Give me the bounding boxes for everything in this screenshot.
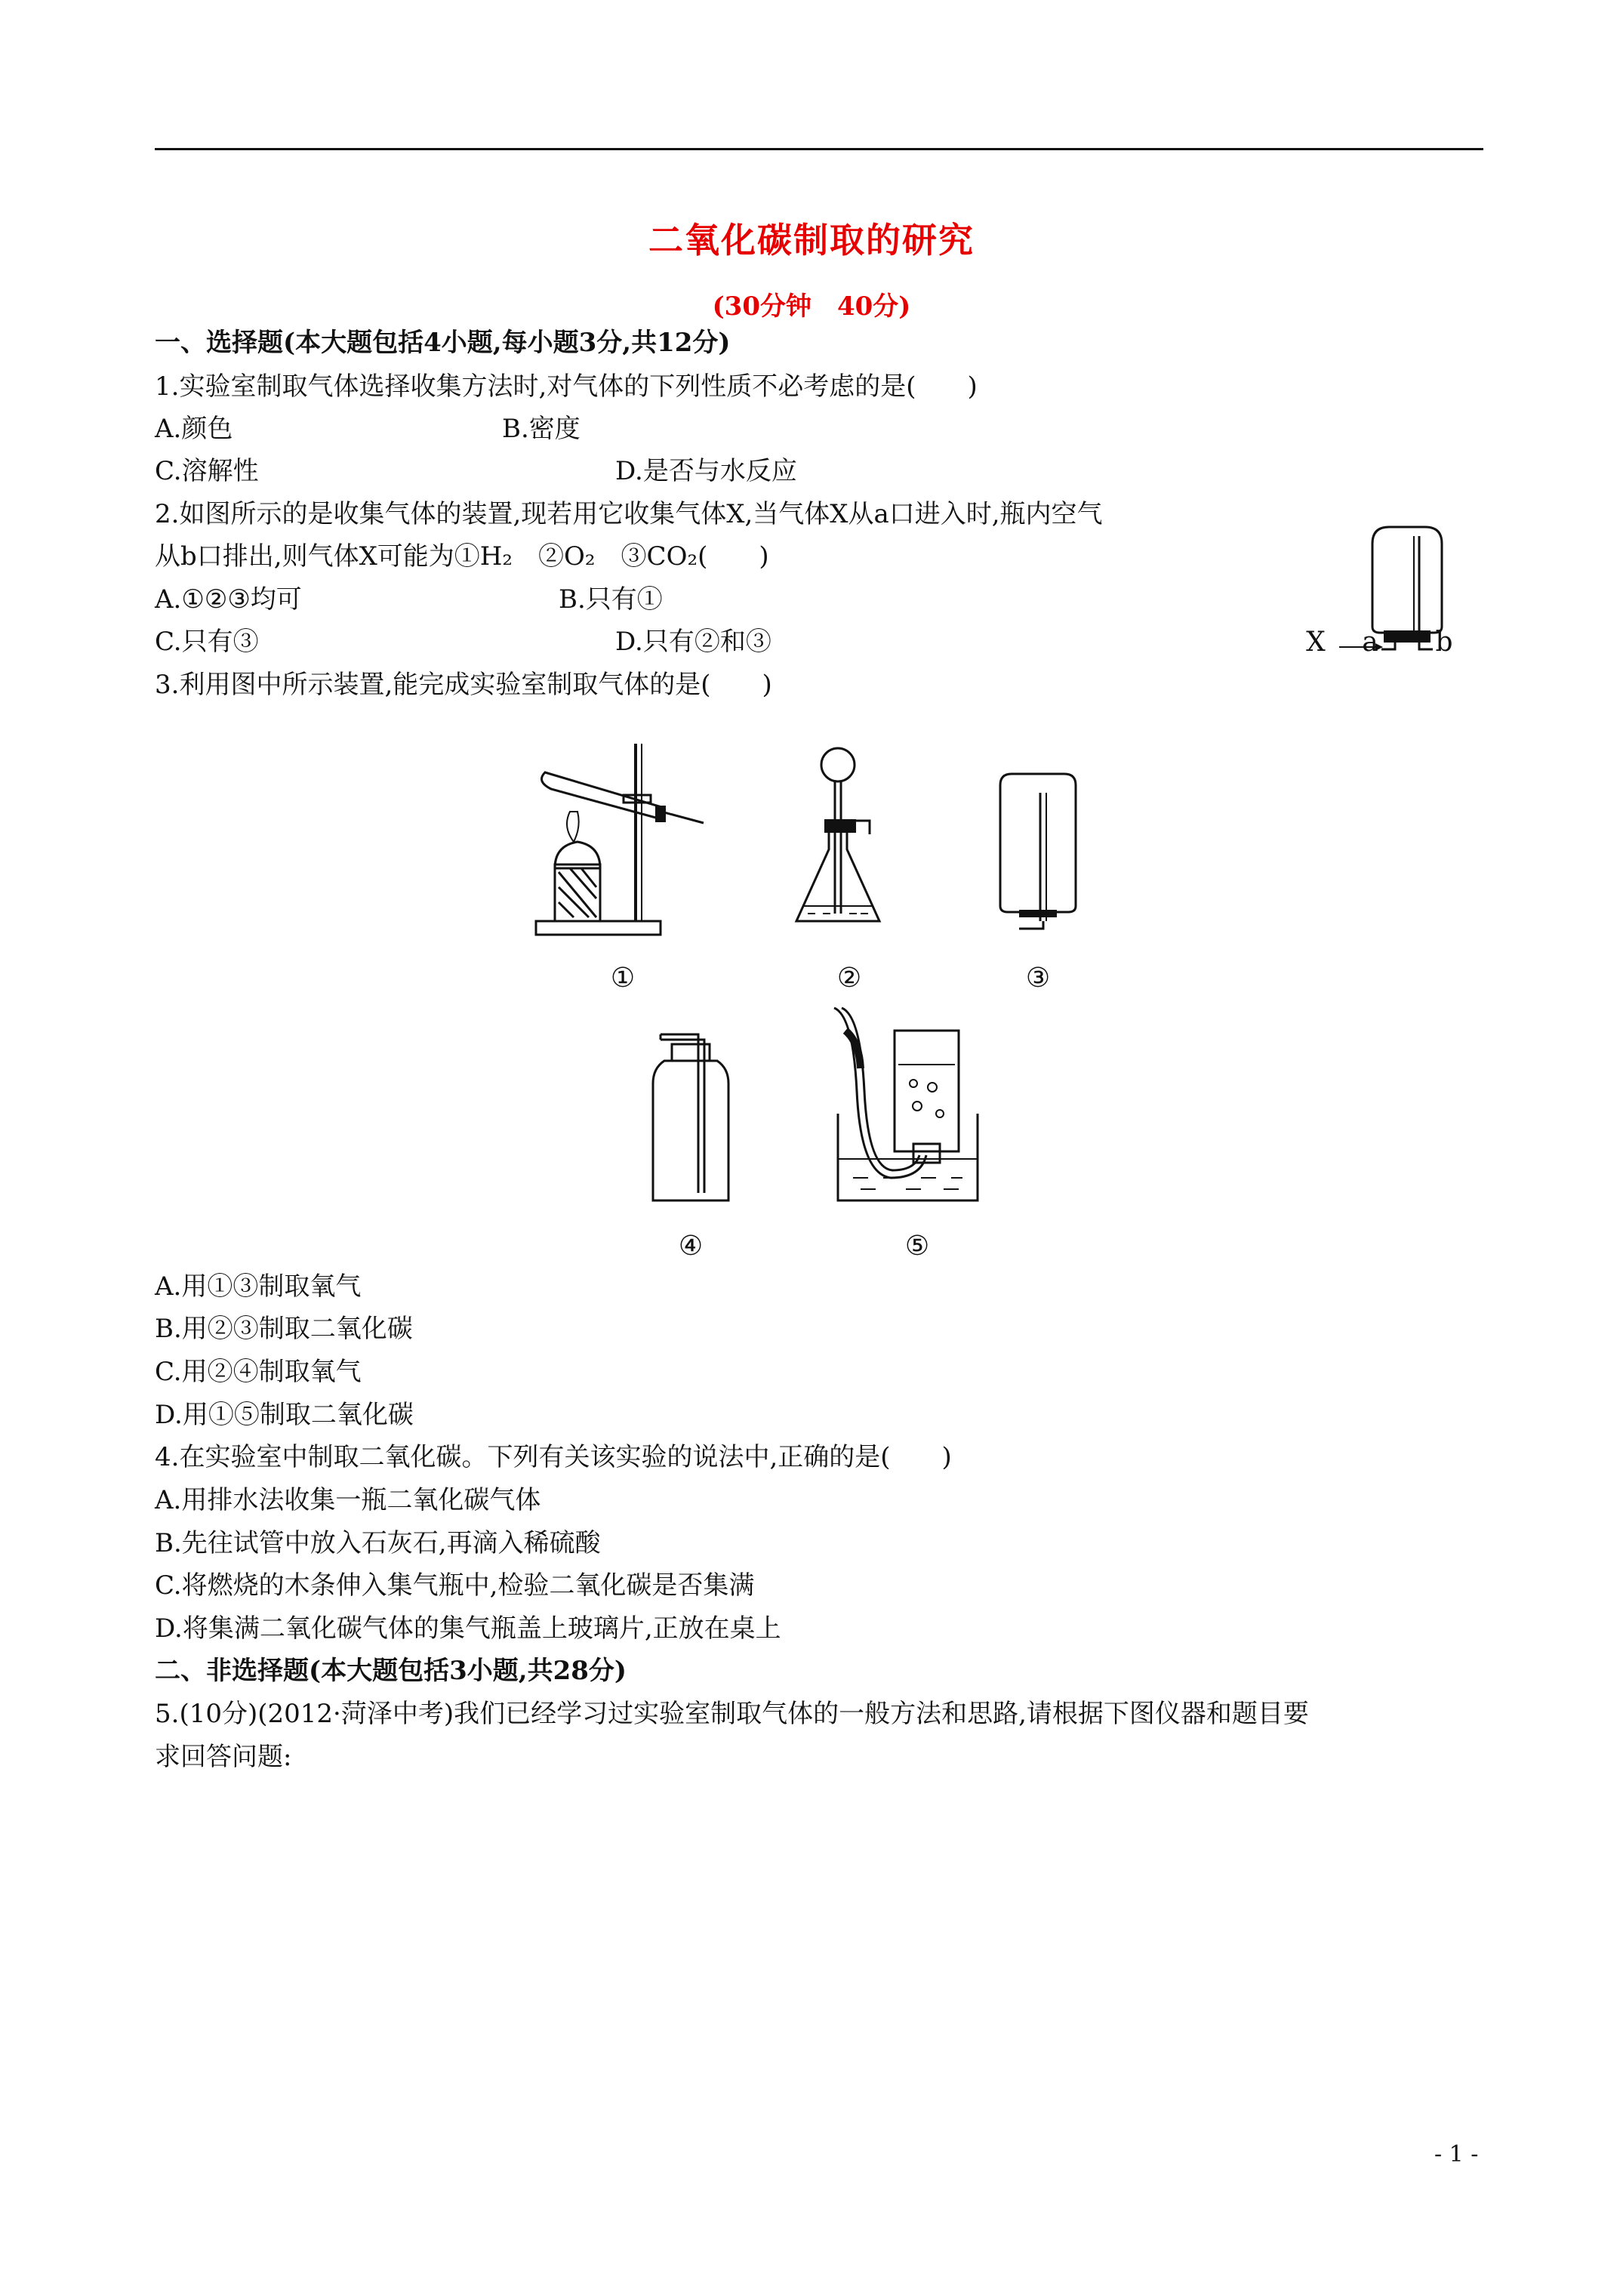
section1-heading: 一、选择题(本大题包括4小题,每小题3分,共12分) [155,328,731,358]
page-subtitle: (30分钟 40分) [712,291,911,322]
q5-stem-line1: 5.(10分)(2012·菏泽中考)我们已经学习过实验室制取气体的一般方法和思路,请根据下图仪器和题目要 [155,1699,1309,1729]
q1-stem: 1.实验室制取气体选择收集方法时,对气体的下列性质不必考虑的是( ) [155,371,978,402]
apparatus-label-2: ② [836,963,862,994]
q4-stem: 4.在实验室中制取二氧化碳。下列有关该实验的说法中,正确的是( ) [155,1442,952,1472]
q3-option-b: B.用②③制取二氧化碳 [155,1314,413,1344]
q1-option-b: B.密度 [502,414,581,444]
q1-option-d: D.是否与水反应 [615,456,797,486]
apparatus-4-gas-bottle [645,1015,736,1262]
header-rule [155,148,1483,150]
apparatus-label-5: ⑤ [904,1231,930,1262]
q4-option-d: D.将集满二氧化碳气体的集气瓶盖上玻璃片,正放在桌上 [155,1613,781,1644]
apparatus-label-1: ① [610,963,636,994]
page-number: - 1 - [1434,2141,1479,2168]
q1-option-c: C.溶解性 [155,456,259,486]
q4-option-a: A.用排水法收集一瓶二氧化碳气体 [155,1485,541,1515]
apparatus-1-heating [528,736,725,994]
q5-stem-line2: 求回答问题: [155,1742,292,1772]
apparatus-3-inverted-bottle [989,770,1087,994]
q2-stem-line2: 从b口排出,则气体X可能为①H₂ ②O₂ ③CO₂( ) [155,541,769,572]
q2-option-d: D.只有②和③ [615,627,771,657]
q3-option-c: C.用②④制取氧气 [155,1357,362,1387]
q2-bottle-figure [1306,521,1487,657]
q2-option-a: A.①②③均可 [155,584,302,615]
q3-stem: 3.利用图中所示装置,能完成实验室制取气体的是( ) [155,670,772,700]
section2-heading: 二、非选择题(本大题包括3小题,共28分) [155,1656,627,1686]
apparatus-2-flask [785,736,913,994]
q2-label-b: b [1435,627,1453,658]
q2-label-x: X [1306,627,1326,658]
q2-label-a: a [1362,627,1378,658]
q2-option-b: B.只有① [559,584,663,615]
apparatus-label-4: ④ [678,1231,704,1262]
q3-option-a: A.用①③制取氧气 [155,1271,362,1302]
q4-option-c: C.将燃烧的木条伸入集气瓶中,检验二氧化碳是否集满 [155,1570,755,1601]
q2-stem-line1: 2.如图所示的是收集气体的装置,现若用它收集气体X,当气体X从a口进入时,瓶内空气 [155,499,1103,529]
q1-option-a: A.颜色 [155,414,233,444]
q2-option-c: C.只有③ [155,627,259,657]
apparatus-5-water-trough [823,1000,996,1262]
q3-option-d: D.用①⑤制取二氧化碳 [155,1400,414,1430]
q4-option-b: B.先往试管中放入石灰石,再滴入稀硫酸 [155,1528,601,1558]
apparatus-label-3: ③ [1025,963,1051,994]
page-title: 二氧化碳制取的研究 [648,220,975,260]
